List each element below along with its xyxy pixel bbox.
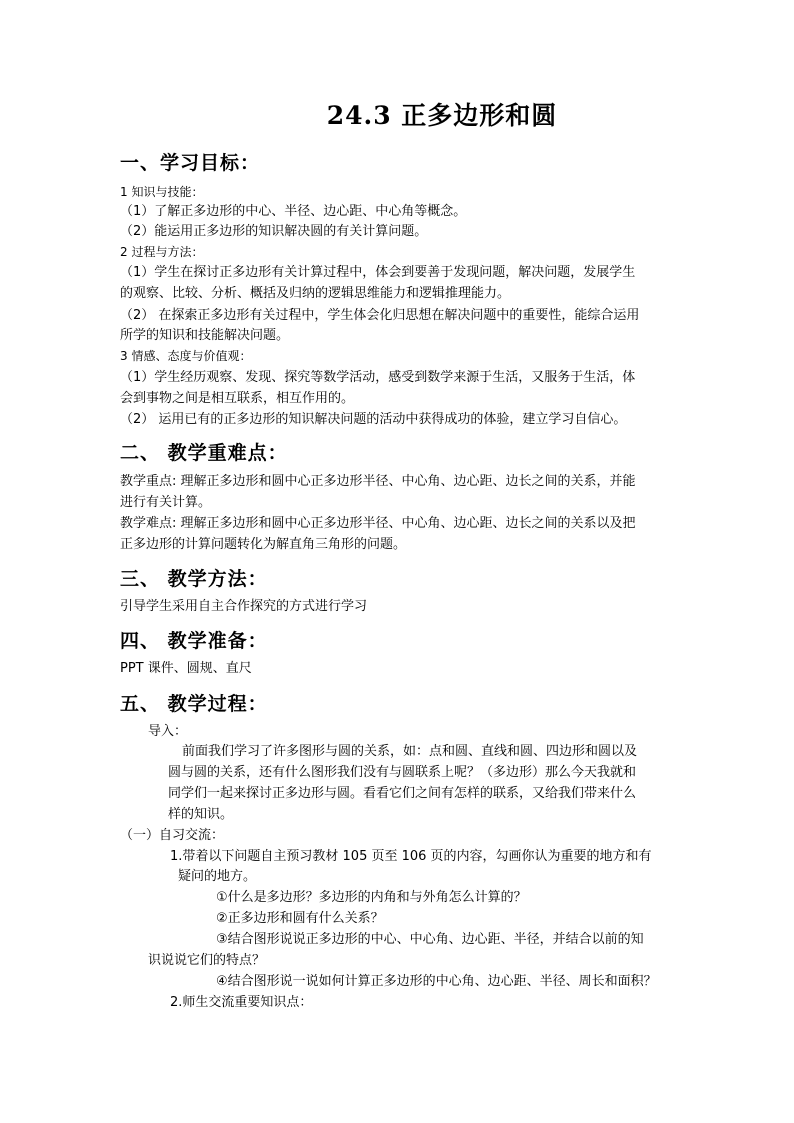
text-line: 进行有关计算。 xyxy=(120,495,212,510)
text-line: 会到事物之间是相互联系，相互作用的。 xyxy=(120,391,355,406)
text-line: 圆与圆的关系，还有什么图形我们没有与圆联系上呢？（多边形）那么今天我就和 xyxy=(168,765,637,780)
text-line: 前面我们学习了许多图形与圆的关系，如：点和圆、直线和圆、四边形和圆以及 xyxy=(182,744,638,759)
text-line: （2） 运用已有的正多边形的知识解决问题的活动中获得成功的体验，建立学习自信心。 xyxy=(120,412,627,427)
section-heading-process: 五、 教学过程： xyxy=(120,693,268,715)
text-line: ③结合图形说说正多边形的中心、中心角、边心距、半径，并结合以前的知 xyxy=(216,932,644,947)
section-heading-goals: 一、学习目标： xyxy=(120,152,261,174)
text-line: （1）学生在探讨正多边形有关计算过程中，体会到要善于发现问题，解决问题，发展学生 xyxy=(120,265,636,280)
text-line: 识说说它们的特点？ xyxy=(148,953,266,968)
section-heading-prep: 四、 教学准备： xyxy=(120,630,268,652)
text-line: （一）自习交流： xyxy=(120,828,225,843)
text-line: 同学们一起来探讨正多边形与圆。看看它们之间有怎样的联系，又给我们带来什么 xyxy=(168,786,637,801)
page-title: 24.3 正多边形和圆 xyxy=(326,101,558,130)
text-line: ④结合图形说一说如何计算正多边形的中心角、边心距、半径、周长和面积？ xyxy=(216,974,657,989)
text-line: 所学的知识和技能解决问题。 xyxy=(120,328,290,343)
text-line: 引导学生采用自主合作探究的方式进行学习 xyxy=(120,599,368,614)
text-line: 样的知识。 xyxy=(168,807,234,822)
text-line: 2.师生交流重要知识点： xyxy=(170,995,313,1010)
text-line: 教学难点: 理解正多边形和圆中心正多边形半径、中心角、边心距、边长之间的关系以及把 xyxy=(120,516,636,531)
text-line: 导入： xyxy=(148,724,188,739)
text-line: （2） 在探索正多边形有关过程中，学生体会化归思想在解决问题中的重要性，能综合运用 xyxy=(120,308,640,323)
section-heading-keypoints: 二、 教学重难点： xyxy=(120,442,288,464)
text-line: （2）能运用正多边形的知识解决圆的有关计算问题。 xyxy=(120,224,428,239)
text-line: 教学重点: 理解正多边形和圆中心正多边形半径、中心角、边心距、边长之间的关系，并能 xyxy=(120,474,636,489)
text-line: 1 知识与技能： xyxy=(120,185,204,199)
text-line: ①什么是多边形？多边形的内角和与外角怎么计算的？ xyxy=(216,890,527,905)
text-line: 正多边形的计算问题转化为解直角三角形的问题。 xyxy=(120,537,407,552)
text-line: 的观察、比较、分析、概括及归纳的逻辑思维能力和逻辑推理能力。 xyxy=(120,286,511,301)
text-line: 1.带着以下问题自主预习教材 105 页至 106 页的内容，勾画你认为重要的地方和有 xyxy=(170,849,652,864)
text-line: （1）了解正多边形的中心、半径、边心距、中心角等概念。 xyxy=(120,204,467,219)
text-line: PPT 课件、圆规、直尺 xyxy=(120,661,252,676)
text-line: ②正多边形和圆有什么关系？ xyxy=(216,911,384,926)
section-heading-method: 三、 教学方法： xyxy=(120,568,268,590)
text-line: 3 情感、态度与价值观： xyxy=(120,349,252,363)
text-line: 2 过程与方法： xyxy=(120,245,204,259)
text-line: （1）学生经历观察、发现、探究等数学活动，感受到数学来源于生活，又服务于生活，体 xyxy=(120,370,636,385)
text-line: 疑问的地方。 xyxy=(178,869,257,884)
